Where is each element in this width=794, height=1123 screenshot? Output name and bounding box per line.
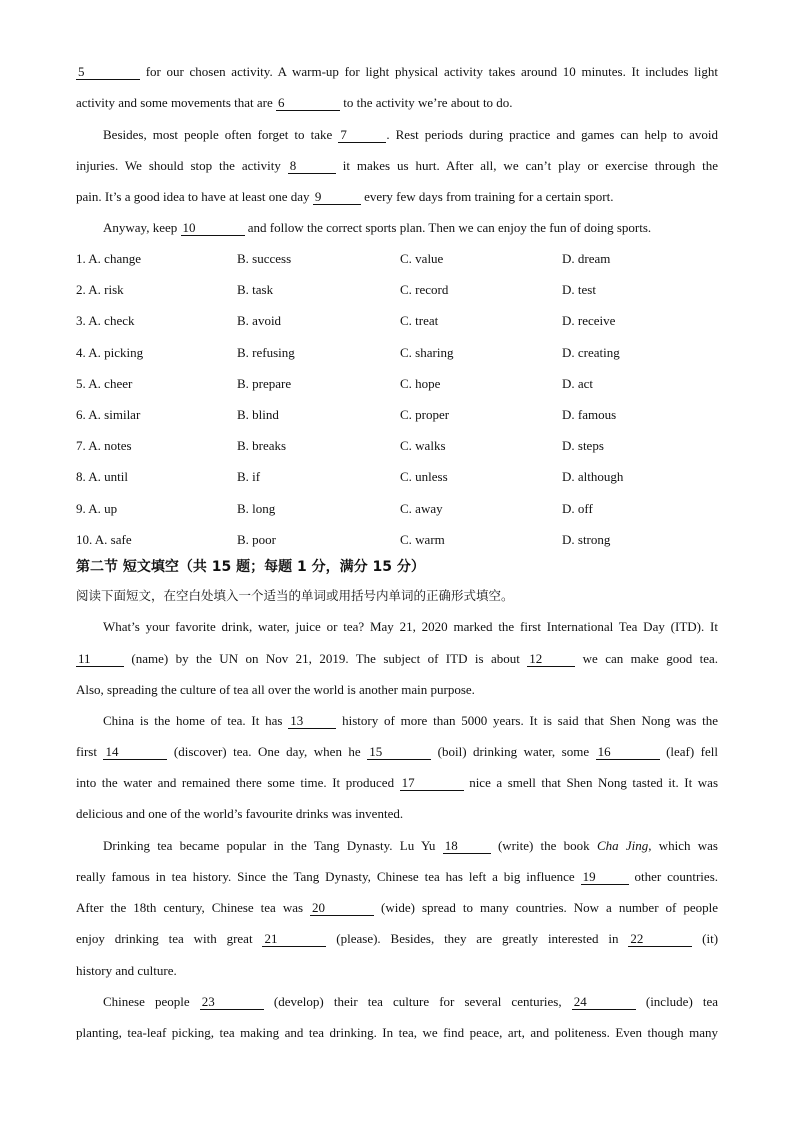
option-a[interactable] <box>76 345 143 361</box>
option-number: 4. A. <box>76 344 101 360</box>
option-c[interactable]: C. unless <box>400 469 448 485</box>
passage-line: Besides, most people often forget to take 7 . Rest periods during practice and games can help to avoid <box>103 127 719 142</box>
option-c[interactable]: C. away <box>400 500 443 516</box>
option-text: safe <box>110 531 132 547</box>
option-number: 3. A. <box>76 313 101 329</box>
option-row <box>76 313 718 329</box>
option-row <box>76 345 718 361</box>
option-d[interactable]: D. famous <box>562 407 617 422</box>
option-b[interactable]: B. task <box>237 282 274 298</box>
passage-line: Anyway, keep 10 and follow the correct sports plan. Then we can enjoy the fun of doing sports. <box>103 220 652 235</box>
option-b[interactable]: B. success <box>237 251 292 266</box>
option-number: 2. A. <box>76 282 101 298</box>
option-c[interactable]: C. walks <box>400 438 446 454</box>
option-d[interactable]: D. steps <box>562 438 604 454</box>
option-row <box>76 251 718 267</box>
blank-20[interactable]: 20 <box>310 901 374 916</box>
option-a[interactable] <box>76 313 134 329</box>
option-b[interactable]: B. long <box>237 500 276 516</box>
option-number: 1. A. <box>76 251 101 266</box>
option-text: check <box>104 313 135 329</box>
option-c[interactable]: C. hope <box>400 375 441 391</box>
option-text: up <box>104 500 118 516</box>
option-d[interactable]: D. act <box>562 375 594 391</box>
blank-6[interactable]: 6 <box>276 96 340 111</box>
blank-16[interactable]: 16 <box>596 745 660 760</box>
option-b[interactable]: B. refusing <box>237 344 295 360</box>
blank-24[interactable]: 24 <box>572 995 636 1010</box>
option-number: 10. A. <box>76 531 108 547</box>
option-text: change <box>104 251 141 266</box>
option-c[interactable]: C. warm <box>400 531 445 547</box>
option-a[interactable] <box>76 376 132 392</box>
passage-line: Also, spreading the culture of tea all over the world is another main purpose. <box>76 682 475 697</box>
passage-line: Drinking tea became popular in the Tang Dynasty. Lu Yu 18 (write) the book Cha Jing, which was <box>103 838 718 853</box>
option-number: 5. A. <box>76 375 101 391</box>
option-row <box>76 282 718 298</box>
option-number: 7. A. <box>76 438 101 454</box>
option-number: 8. A. <box>76 469 101 485</box>
option-text: cheer <box>104 375 133 391</box>
option-row <box>76 376 718 392</box>
passage-line: What’s your favorite drink, water, juice or tea? May 21, 2020 marked the first International Tea Day (ITD). It <box>103 619 718 634</box>
option-a[interactable] <box>76 469 128 485</box>
option-row <box>76 407 718 423</box>
option-c[interactable]: C. value <box>400 251 444 266</box>
blank-17[interactable]: 17 <box>400 776 464 791</box>
passage-line: planting, tea-leaf picking, tea making and tea drinking. In tea, we find peace, art, and politeness. Even though many <box>76 1025 718 1040</box>
passage-line: China is the home of tea. It has 13 history of more than 5000 years. It is said that Shen Nong was the <box>103 713 719 728</box>
option-number: 9. A. <box>76 500 101 516</box>
blank-13[interactable]: 13 <box>288 714 336 729</box>
option-b[interactable]: B. breaks <box>237 438 287 454</box>
passage-line: first 14 (discover) tea. One day, when he 15 (boil) drinking water, some 16 (leaf) fell <box>76 744 719 759</box>
passage-line: pain. It’s a good idea to have at least one day 9 every few days from training for a certain sport. <box>76 189 614 204</box>
option-d[interactable]: D. dream <box>562 251 611 266</box>
passage-line: After the 18th century, Chinese tea was 20 (wide) spread to many countries. Now a number of people <box>76 900 719 915</box>
option-c[interactable]: C. treat <box>400 313 439 329</box>
passage-line: 11 (name) by the UN on Nov 21, 2019. The subject of ITD is about 12 we can make good tea. <box>78 651 718 666</box>
blank-12[interactable]: 12 <box>527 652 575 667</box>
option-a[interactable] <box>76 532 132 548</box>
blank-19[interactable]: 19 <box>581 870 629 885</box>
option-d[interactable]: D. off <box>562 500 593 516</box>
option-c[interactable]: C. record <box>400 282 449 298</box>
option-b[interactable]: B. poor <box>237 531 276 547</box>
section-title: 第二节 短文填空（共 15 题；每题 1 分，满分 15 分） <box>76 559 425 575</box>
option-row <box>76 501 718 517</box>
passage-line: injuries. We should stop the activity 8 it makes us hurt. After all, we can’t play or exercise through the <box>76 158 719 173</box>
passage-line: history and culture. <box>76 963 177 978</box>
blank-8[interactable]: 8 <box>288 159 336 174</box>
option-row <box>76 469 718 485</box>
passage-line: really famous in tea history. Since the Tang Dynasty, Chinese tea has left a big influence 19 other countries. <box>76 869 718 884</box>
option-text: picking <box>104 344 144 360</box>
option-text: similar <box>104 407 141 422</box>
blank-5[interactable]: 5 <box>76 65 140 80</box>
blank-18[interactable]: 18 <box>443 839 491 854</box>
blank-22[interactable]: 22 <box>628 932 692 947</box>
option-number: 6. A. <box>76 407 101 422</box>
option-b[interactable]: B. if <box>237 469 261 485</box>
option-a[interactable] <box>76 438 132 454</box>
option-a[interactable] <box>76 251 141 267</box>
blank-11[interactable]: 11 <box>76 652 124 667</box>
option-d[interactable]: D. receive <box>562 313 616 329</box>
blank-7[interactable]: 7 <box>338 128 386 143</box>
option-d[interactable]: D. although <box>562 469 624 485</box>
option-b[interactable]: B. blind <box>237 407 279 422</box>
passage-line: enjoy drinking tea with great 21 (please). Besides, they are greatly interested in 22 (it) <box>76 931 719 946</box>
option-row <box>76 438 718 454</box>
blank-15[interactable]: 15 <box>367 745 431 760</box>
option-text: notes <box>104 438 132 454</box>
option-b[interactable]: B. prepare <box>237 375 292 391</box>
blank-9[interactable]: 9 <box>313 190 361 205</box>
option-a[interactable] <box>76 282 124 298</box>
passage-line: activity and some movements that are 6 to the activity we’re about to do. <box>76 95 513 110</box>
passage-line: 5 for our chosen activity. A warm-up for light physical activity takes around 10 minutes. It includes light <box>78 64 718 79</box>
blank-14[interactable]: 14 <box>103 745 167 760</box>
blank-23[interactable]: 23 <box>200 995 264 1010</box>
option-d[interactable]: D. test <box>562 282 596 298</box>
option-b[interactable]: B. avoid <box>237 313 282 329</box>
option-a[interactable] <box>76 407 140 423</box>
option-row <box>76 532 718 548</box>
option-a[interactable] <box>76 501 117 517</box>
blank-10[interactable]: 10 <box>181 221 245 236</box>
option-text: risk <box>104 282 124 298</box>
option-d[interactable]: D. strong <box>562 531 611 547</box>
passage-line: delicious and one of the world’s favourite drinks was invented. <box>76 806 404 821</box>
passage-line: into the water and remained there some time. It produced 17 nice a smell that Shen Nong tasted it. It was <box>76 775 718 790</box>
option-d[interactable]: D. creating <box>562 344 620 360</box>
section-instruction: 阅读下面短文，在空白处填入一个适当的单词或用括号内单词的正确形式填空。 <box>76 588 514 603</box>
passage-line: Chinese people 23 (develop) their tea culture for several centuries, 24 (include) tea <box>103 994 719 1009</box>
option-c[interactable]: C. proper <box>400 407 450 422</box>
blank-21[interactable]: 21 <box>262 932 326 947</box>
option-text: until <box>104 469 129 485</box>
option-c[interactable]: C. sharing <box>400 344 454 360</box>
